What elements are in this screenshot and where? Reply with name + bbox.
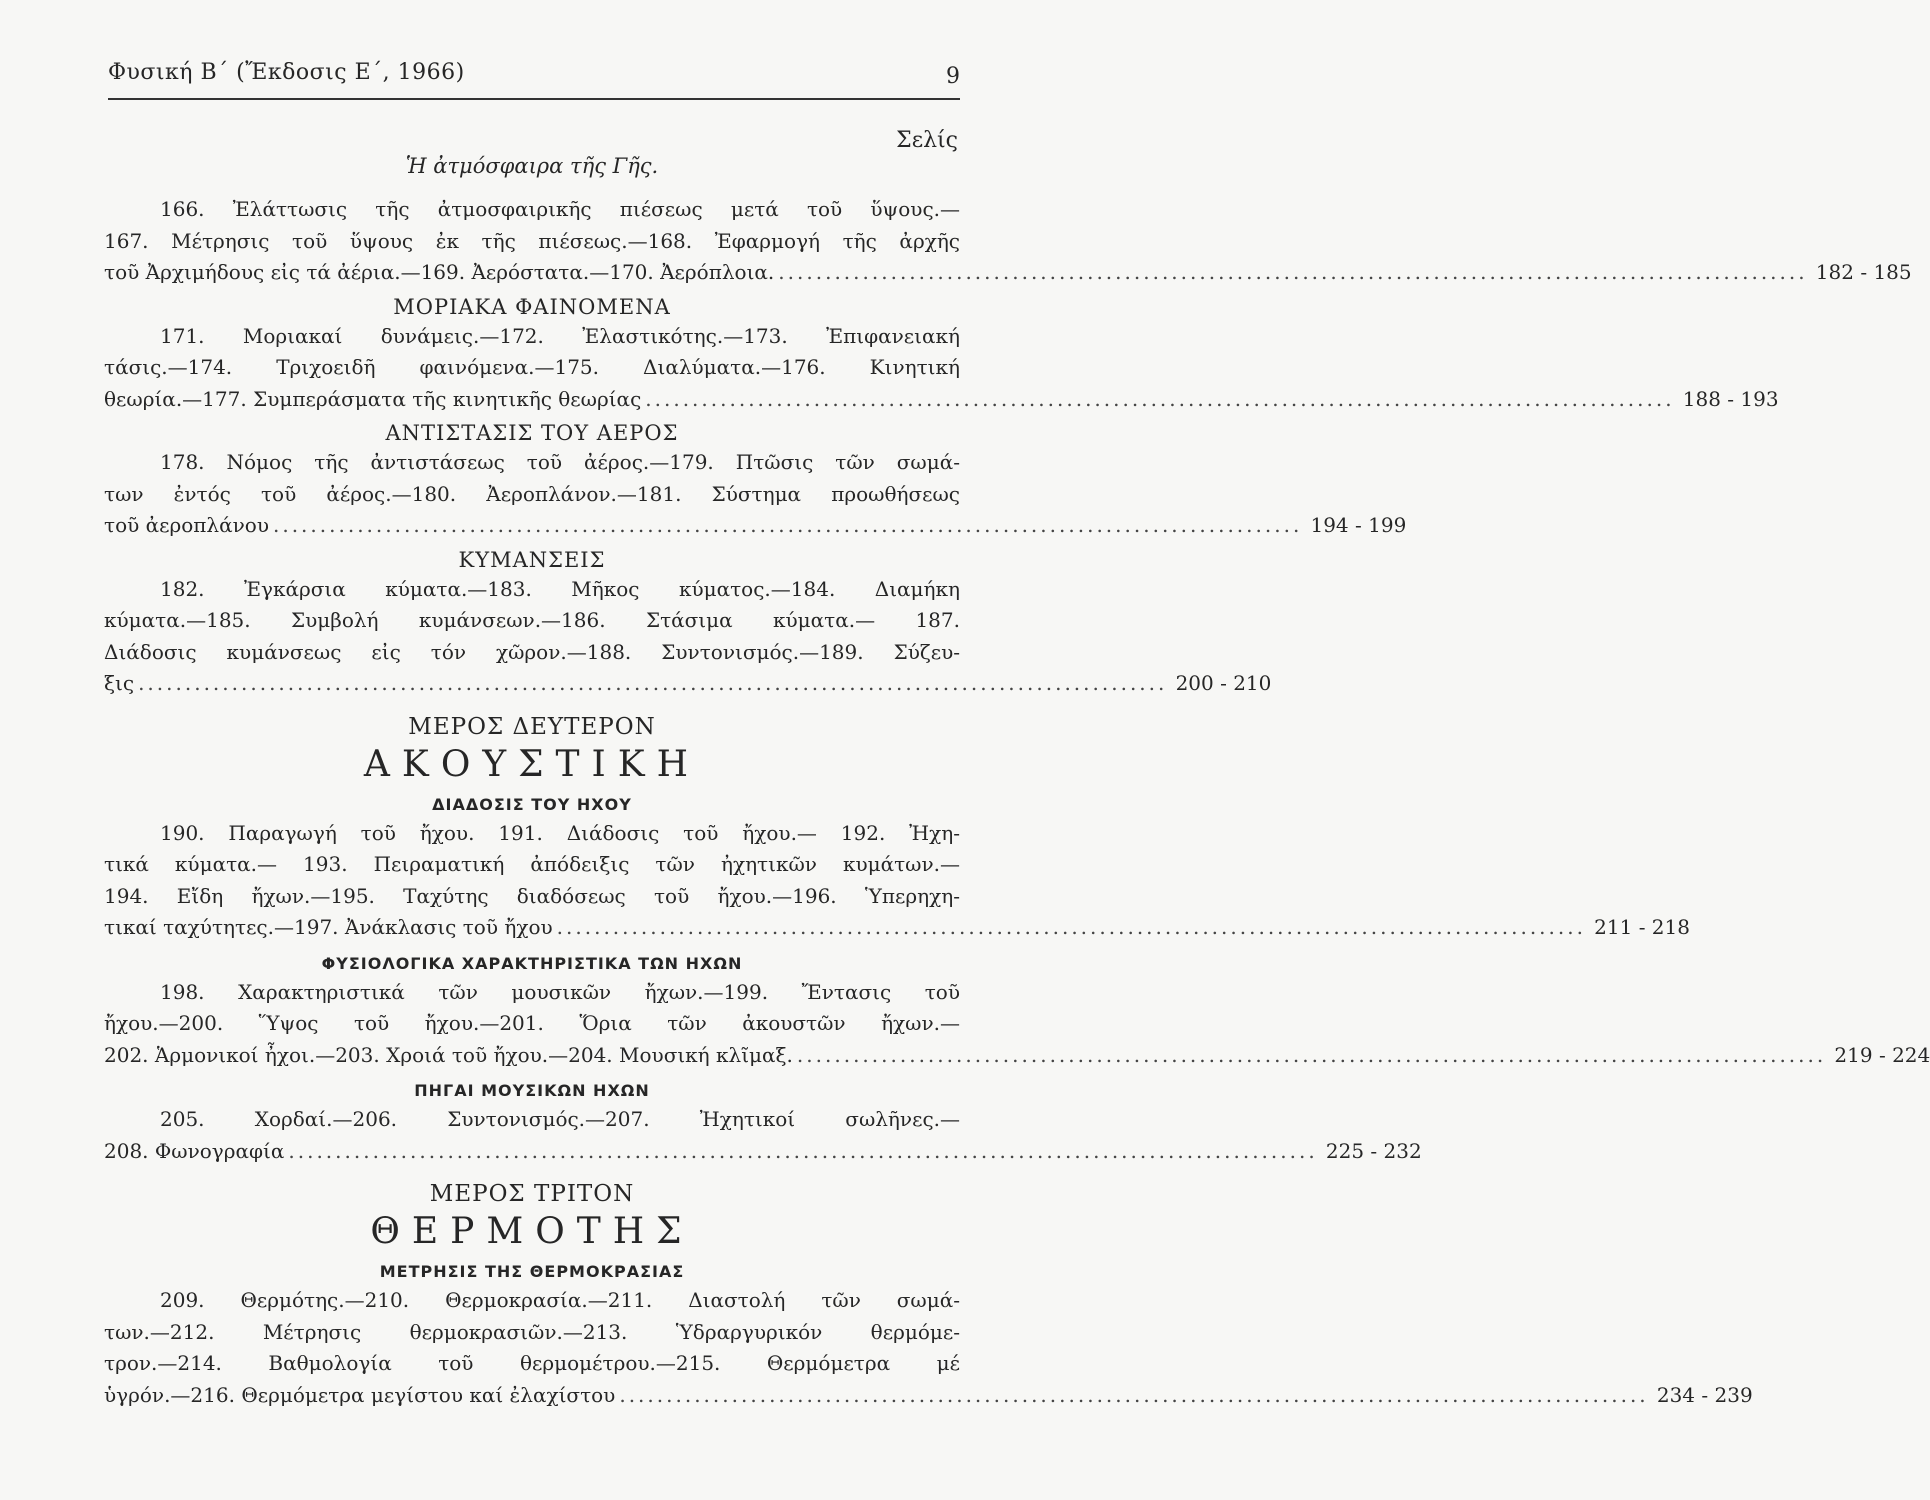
toc-entry (104, 194, 1912, 289)
entry-line: ἤχου.—200. Ὕψος τοῦ ἤχου.—201. Ὅρια τῶν ἀκουστῶν ἤχων.— (104, 1011, 960, 1035)
leader-dots: .............................................................................................................. (556, 915, 1586, 939)
entry-last-line (104, 384, 1779, 416)
running-title: Φυσική Β΄ (Ἔκδοσις Ε΄, 1966) (108, 60, 465, 85)
page-range: 219 - 224 (1834, 1042, 1930, 1067)
leader-dots: .............................................................................................................. (778, 260, 1808, 284)
entry-line: 182. Ἐγκάρσια κύματα.—183. Μῆκος κύματος.—184. Διαμήκη (160, 576, 960, 601)
part-title: ΑΚΟΥΣΤΙΚΗ (363, 743, 701, 785)
section-heading: ΦΥΣΙΟΛΟΓΙΚΑ ΧΑΡΑΚΤΗΡΙΣΤΙΚΑ ΤΩΝ ΗΧΩΝ (321, 953, 743, 973)
section-heading: ΑΝΤΙΣΤΑΣΙΣ ΤΟΥ ΑΕΡΟΣ (385, 421, 679, 445)
entry-line: τρον.—214. Βαθμολογία τοῦ θερμομέτρου.—215. Θερμόμετρα μέ (104, 1351, 960, 1375)
entry-text: 202. Ἁρμονικοί ἦχοι.—203. Χροιά τοῦ ἤχου.—204. Μουσική κλῖμαξ. (104, 1042, 793, 1067)
section-heading: ΠΗΓΑΙ ΜΟΥΣΙΚΩΝ ΗΧΩΝ (414, 1081, 650, 1100)
entry-line: 194. Εἴδη ἤχων.—195. Ταχύτης διαδόσεως τοῦ ἤχου.—196. Ὑπερηχη- (104, 883, 960, 908)
section-heading: Ἡ ἀτμόσφαιρα τῆς Γῆς. (405, 154, 659, 178)
entry-last-line (104, 1040, 1930, 1072)
toc-entry (104, 574, 1272, 700)
leader-dots: .............................................................................................................. (272, 513, 1303, 537)
running-header (108, 58, 960, 100)
toc-entry (104, 447, 1407, 542)
leader-dots: .............................................................................................................. (138, 671, 1168, 695)
entry-last-line (104, 912, 1690, 944)
entry-text: θεωρία.—177. Συμπεράσματα τῆς κινητικῆς θεωρίας (104, 386, 642, 411)
entry-text: 208. Φωνογραφία (104, 1138, 285, 1163)
page-range: 234 - 239 (1656, 1382, 1753, 1407)
part-label: ΜΕΡΟΣ ΔΕΥΤΕΡΟΝ (408, 713, 656, 740)
entry-line: 209. Θερμότης.—210. Θερμοκρασία.—211. Διαστολή τῶν σωμά- (160, 1288, 960, 1312)
leader-dots: .............................................................................................................. (619, 1382, 1649, 1407)
leader-dots: .............................................................................................................. (645, 386, 1675, 411)
page-range: 182 - 185 (1815, 260, 1912, 284)
entry-last-line (104, 1136, 1422, 1168)
entry-line: 167. Μέτρησις τοῦ ὕψους ἐκ τῆς πιέσεως.—168. Ἐφαρμογή τῆς ἀρχῆς (104, 228, 960, 253)
section-heading: ΜΟΡΙΑΚΑ ΦΑΙΝΟΜΕΝΑ (393, 294, 671, 319)
section-heading: ΜΕΤΡΗΣΙΣ ΤΗΣ ΘΕΡΜΟΚΡΑΣΙΑΣ (379, 1262, 685, 1281)
entry-line: 190. Παραγωγή τοῦ ἤχου. 191. Διάδοσις τοῦ ἤχου.— 192. Ἠχη- (160, 820, 960, 845)
toc-entry (104, 977, 1930, 1072)
toc-entry (104, 1104, 1422, 1167)
toc-entry (104, 818, 1690, 944)
part-title: ΘΕΡΜΟΤΗΣ (370, 1211, 694, 1252)
entry-line: τικά κύματα.— 193. Πειραματική ἀπόδειξις τῶν ἠχητικῶν κυμάτων.— (104, 852, 960, 876)
entry-text: τοῦ ἀεροπλάνου (104, 513, 269, 537)
entry-line: των ἐντός τοῦ ἀέρος.—180. Ἀεροπλάνον.—181. Σύστημα προωθήσεως (104, 481, 960, 506)
table-of-contents (104, 148, 1930, 1411)
page-number: 9 (946, 64, 960, 89)
page-range: 211 - 218 (1594, 915, 1690, 939)
entry-line: τάσις.—174. Τριχοειδῆ φαινόμενα.—175. Διαλύματα.—176. Κινητική (104, 355, 960, 379)
entry-last-line (104, 668, 1272, 700)
entry-last-line (104, 257, 1912, 289)
section-heading: ΔΙΑΔΟΣΙΣ ΤΟΥ ΗΧΟΥ (432, 794, 632, 814)
page-range: 194 - 199 (1310, 513, 1407, 537)
entry-line: 198. Χαρακτηριστικά τῶν μουσικῶν ἤχων.—199. Ἔντασις τοῦ (160, 979, 960, 1004)
entry-text: τοῦ Ἀρχιμήδους εἰς τά ἀέρια.—169. Ἀερόστατα.—170. Ἀερόπλοια. (104, 260, 775, 284)
page-column-label: Σελίς (896, 128, 958, 153)
entry-line: Διάδοσις κυμάνσεως εἰς τόν χῶρον.—188. Συντονισμός.—189. Σύζευ- (104, 639, 960, 664)
entry-last-line (104, 510, 1407, 542)
page-range: 188 - 193 (1682, 386, 1779, 411)
entry-line: κύματα.—185. Συμβολή κυμάνσεων.—186. Στάσιμα κύματα.— 187. (104, 608, 960, 632)
entry-line: 171. Μοριακαί δυνάμεις.—172. Ἐλαστικότης.—173. Ἐπιφανειακή (160, 323, 960, 348)
entry-line: 178. Νόμος τῆς ἀντιστάσεως τοῦ ἀέρος.—179. Πτῶσις τῶν σωμά- (160, 450, 960, 474)
toc-entry (104, 1285, 1753, 1411)
toc-entry (104, 321, 1779, 416)
part-label: ΜΕΡΟΣ ΤΡΙΤΟΝ (429, 1181, 635, 1207)
page-range: 225 - 232 (1325, 1138, 1422, 1163)
page-range: 200 - 210 (1175, 671, 1272, 695)
leader-dots: .............................................................................................................. (288, 1138, 1318, 1163)
entry-line: 205. Χορδαί.—206. Συντονισμός.—207. Ἠχητικοί σωλῆνες.— (160, 1107, 960, 1131)
entry-line: 166. Ἐλάττωσις τῆς ἀτμοσφαιρικῆς πιέσεως μετά τοῦ ὕψους.— (160, 197, 960, 221)
entry-last-line (104, 1380, 1753, 1412)
section-heading: ΚΥΜΑΝΣΕΙΣ (458, 547, 606, 572)
entry-text: ὑγρόν.—216. Θερμόμετρα μεγίστου καί ἐλαχίστου (104, 1382, 616, 1407)
leader-dots: .............................................................................................................. (796, 1042, 1827, 1067)
entry-line: των.—212. Μέτρησις θερμοκρασιῶν.—213. Ὑδραργυρικόν θερμόμε- (104, 1319, 960, 1344)
entry-text: τικαί ταχύτητες.—197. Ἀνάκλασις τοῦ ἤχου (104, 915, 553, 939)
entry-text: ξις (104, 671, 135, 695)
